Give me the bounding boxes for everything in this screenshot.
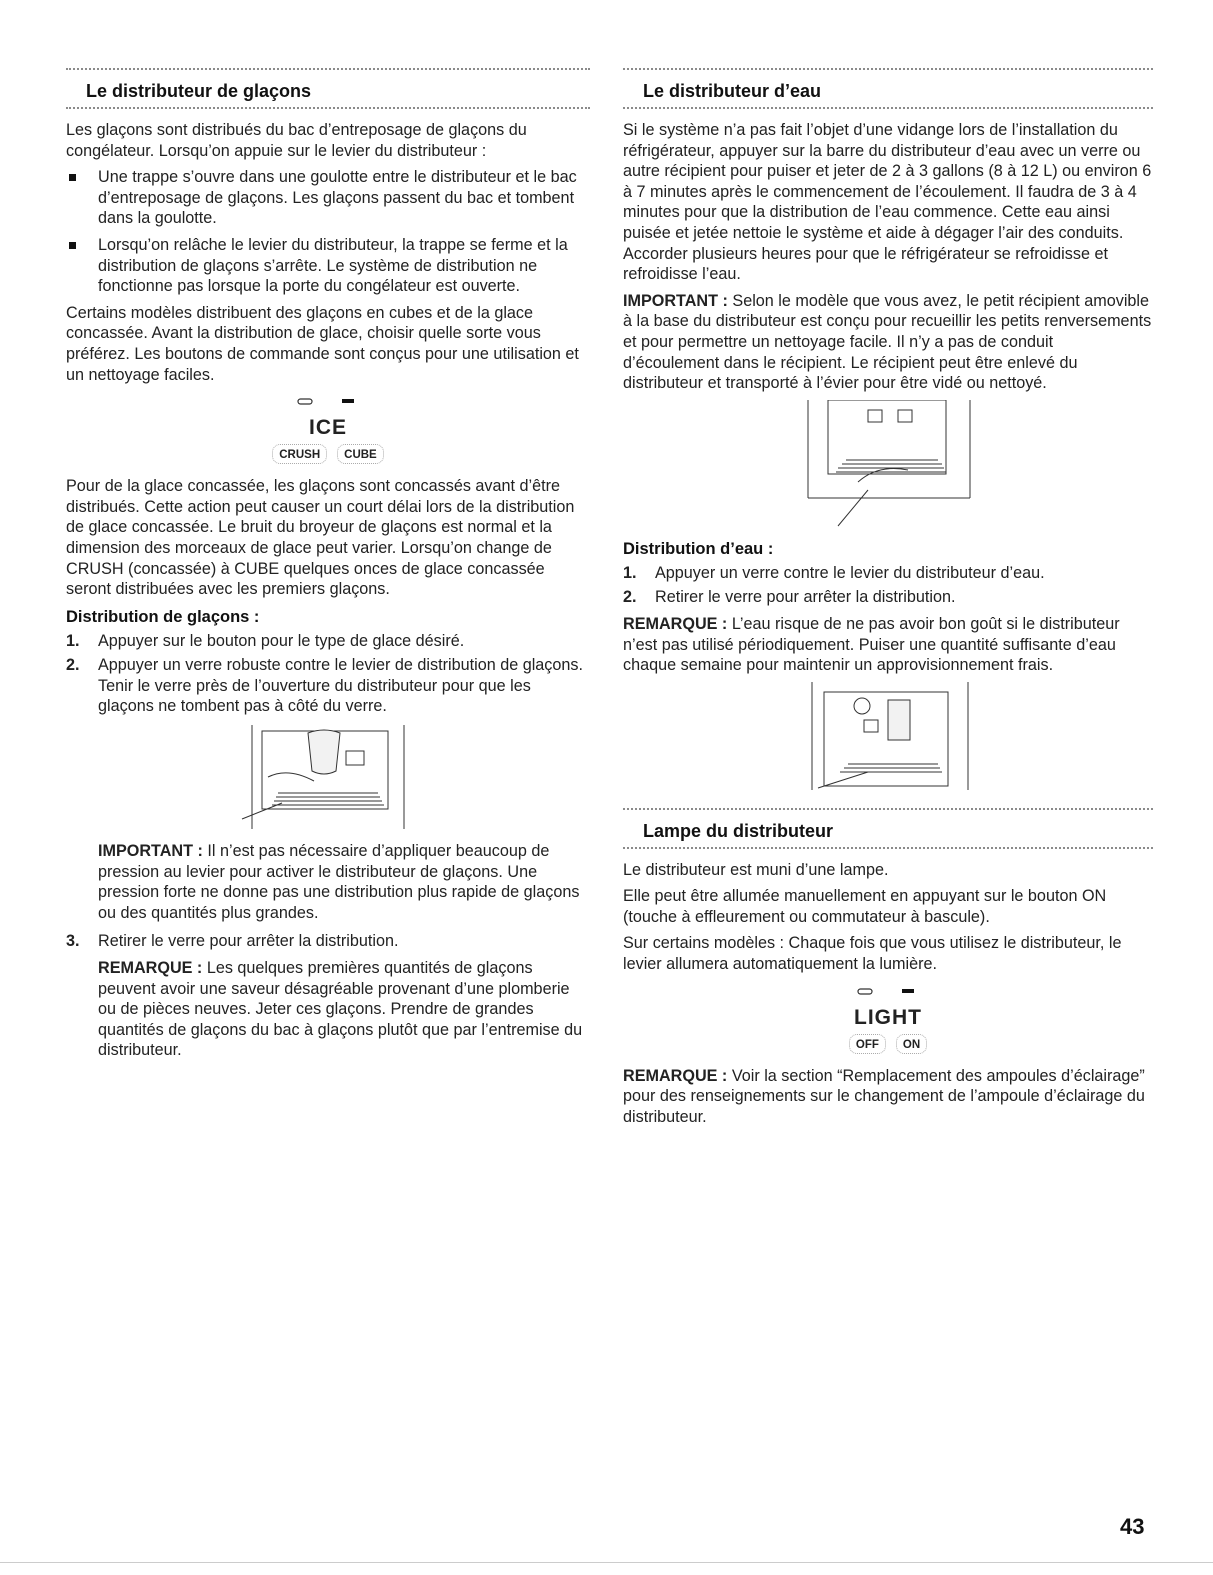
left-column — [66, 64, 590, 1067]
intro-paragraph: Les glaçons sont distribués du bac d’entreposage de glaçons du congélateur. Lorsqu’on appuie sur le levier du distributeur : — [66, 121, 527, 160]
dotted-rule — [623, 847, 1153, 852]
section-title: Le distributeur de glaçons — [86, 81, 312, 101]
dotted-rule — [66, 68, 590, 73]
remarque-note: REMARQUE : Voir la section “Remplacement des ampoules d’éclairage” pour des renseignements sur le changement de l’ampoule d’éclairage du distributeur. — [623, 1066, 1145, 1126]
indicator-icons — [288, 395, 368, 409]
dotted-rule — [623, 107, 1153, 112]
section-title: Le distributeur d’eau — [643, 81, 822, 101]
lamp-paragraph: Sur certains modèles : Chaque fois que vous utilisez le distributeur, le levier allumera automatiquement la lumière. — [623, 934, 1122, 974]
list-item: 3. Retirer le verre pour arrêter la distribution. — [66, 932, 399, 951]
page-number: 43 — [1120, 1514, 1145, 1539]
models-paragraph: Certains modèles distribuent des glaçons en cubes et de la glace concassée. Avant la distribution de glace, choisir quelle sorte vous préférez. Les boutons de commande sont conçus pour une utilisation et un nettoyage faciles. — [66, 303, 579, 384]
lamp-paragraph: Le distributeur est muni d’une lampe. — [623, 860, 889, 879]
list-item: Une trappe s’ouvre dans une goulotte entre le distributeur et le bac d’entreposage de glaçons. Les glaçons passent du bac et tombent dans la goulotte. — [66, 167, 590, 229]
ice-dispenser-illustration — [238, 723, 418, 831]
water-dispenser-header — [623, 64, 1153, 112]
list-item: 1. Appuyer sur le bouton pour le type de glace désiré. — [66, 631, 465, 650]
list-item: 2. Retirer le verre pour arrêter la distribution. — [623, 588, 956, 607]
ice-control-panel — [66, 395, 590, 464]
lamp-paragraph: Elle peut être allumée manuellement en appuyant sur le bouton ON (touche à effleurement ou commutateur à bascule). — [623, 887, 1107, 926]
on-button[interactable]: ON — [896, 1034, 927, 1054]
important-note: IMPORTANT : Il n’est pas nécessaire d’appliquer beaucoup de pression au levier pour activer le distributeur de glaçons. Une pression forte ne donne pas une distribution plus rapide de glaçons ou des quantités plus grandes. — [98, 842, 580, 922]
list-item: Lorsqu’on relâche le levier du distributeur, la trappe se ferme et la distribution de glaçons s’arrête. Le système de distribution ne fonctionne pas lorsque la porte du congélateur est ouverte. — [66, 235, 590, 297]
bullet-square-icon — [69, 174, 76, 181]
dispenser-light-header — [623, 804, 1153, 852]
off-button[interactable]: OFF — [849, 1034, 886, 1054]
remarque-note: REMARQUE : L’eau risque de ne pas avoir bon goût si le distributeur n’est pas utilisé périodiquement. Puiser une quantité suffisante d’eau chaque semaine pour maintenir un approvisionnement frais. — [623, 614, 1120, 675]
bottom-rule — [0, 1562, 1213, 1563]
indicator-icons — [848, 985, 928, 999]
bullet-square-icon — [69, 242, 76, 249]
steps-list — [623, 563, 1153, 608]
important-note: IMPORTANT : Selon le modèle que vous avez, le petit récipient amovible à la base du distributeur est conçu pour recueillir les petits renversements et pour permettre un nettoyage facile. Il n’y a pas de conduit d’écoulement dans le récipient. Le récipient peut être enlevé du distributeur et transporté à l’évier pour être vidé ou nettoyé. — [623, 291, 1152, 393]
water-dispenser-illustration — [798, 682, 978, 794]
right-column — [623, 64, 1153, 1133]
steps-list-continued — [66, 931, 590, 952]
light-control-panel — [623, 985, 1153, 1054]
intro-paragraph: Si le système n’a pas fait l’objet d’une vidange lors de l’installation du réfrigérateur, appuyer sur la barre du distributeur d’eau avec un verre ou autre récipient pour puiser et jeter de 2 à 3 gallons (8 à 12 L) ou environ 6 à 7 minutes après le commencement de l’écoulement. Il faudra de 3 à 4 minutes pour que la distribution de l’eau commence. Cette eau ainsi puisée et jetée nettoie le système et aide à dégager l’air des conduits. Accorder plusieurs heures pour que le réfrigérateur se refroidisse et refroidisse l’eau. — [623, 121, 1152, 284]
sub-heading: Distribution de glaçons : — [66, 607, 260, 626]
dotted-rule — [623, 68, 1153, 73]
crush-button[interactable]: CRUSH — [272, 444, 327, 464]
section-title: Lampe du distributeur — [643, 820, 834, 841]
dotted-rule — [623, 808, 1153, 813]
ice-panel-title: ICE — [308, 416, 347, 440]
light-panel-title: LIGHT — [854, 1005, 922, 1029]
cube-button[interactable]: CUBE — [337, 444, 384, 464]
drip-tray-illustration — [798, 400, 978, 530]
crushed-ice-paragraph: Pour de la glace concassée, les glaçons sont concassés avant d’être distribués. Cette action peut causer un court délai lors de la distribution de glace concassée. Le bruit du broyeur de glaçons est normal et la dimension des morceaux de glace peut varier. Lorsqu’on change de CRUSH (concassée) à CUBE quelques onces de glace concassée seront distribuées avec les premiers glaçons. — [66, 477, 575, 599]
sub-heading: Distribution d’eau : — [623, 539, 774, 558]
bullet-list — [66, 167, 590, 297]
list-item: 2. Appuyer un verre robuste contre le levier de distribution de glaçons. Tenir le verre près de l’ouverture du distributeur pour que les glaçons ne tombent pas à côté du verre. — [66, 656, 584, 716]
ice-dispenser-header — [66, 64, 590, 112]
list-item: 1. Appuyer un verre contre le levier du distributeur d’eau. — [623, 563, 1045, 582]
steps-list — [66, 631, 590, 717]
remarque-note: REMARQUE : Les quelques premières quantités de glaçons peuvent avoir une saveur désagréable provenant d’une plomberie ou de pièces neuves. Jeter ces glaçons. Prendre de grandes quantités de glaçons du bac à glaçons plutôt que par l’entremise du distributeur. — [98, 959, 583, 1060]
dotted-rule — [66, 107, 590, 112]
